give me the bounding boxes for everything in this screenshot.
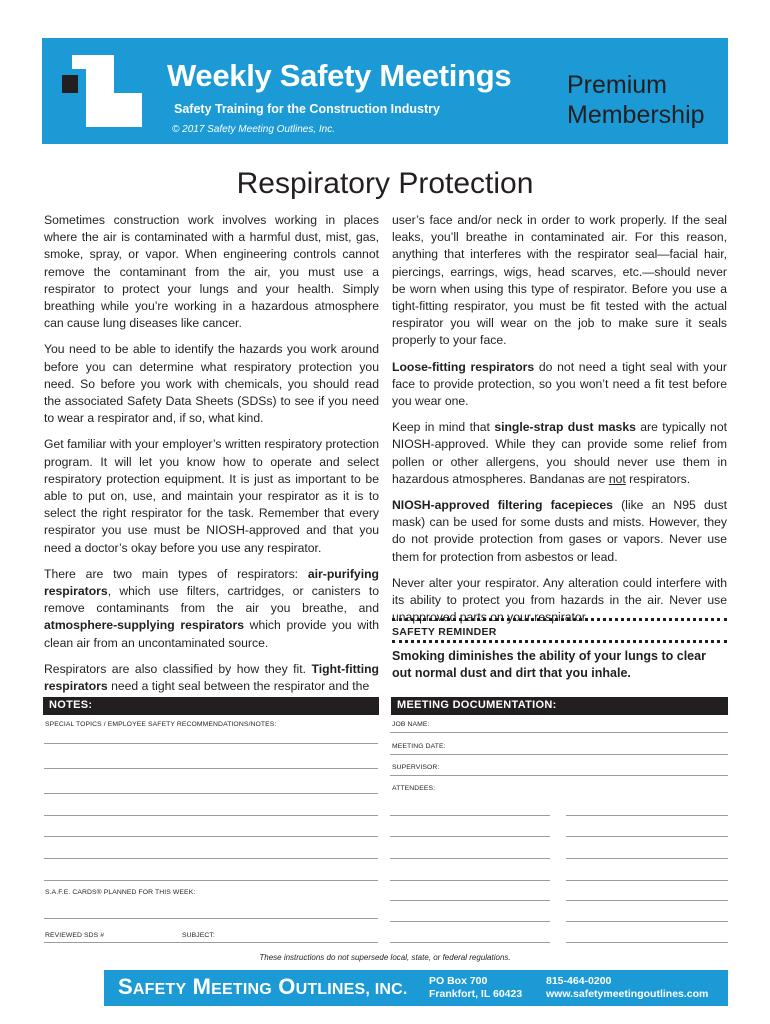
notes-heading: NOTES: <box>43 697 379 715</box>
paragraph: There are two main types of respirators: air-purifying respirators, which use filters, cartridges, or canisters to remove contaminants from the air you breathe, and atmosphere-supplying respirators which provide you with clean air from an uncontaminated source. <box>44 566 380 650</box>
footer-phone: 815-464-0200 <box>546 975 612 987</box>
attendee-line[interactable] <box>566 900 728 901</box>
attendees-label: ATTENDEES: <box>392 785 436 792</box>
attendee-line[interactable] <box>566 815 728 816</box>
banner-copyright: © 2017 Safety Meeting Outlines, Inc. <box>172 124 336 135</box>
special-topics-label: SPECIAL TOPICS / EMPLOYEE SAFETY RECOMMENDATIONS/NOTES: <box>45 721 277 728</box>
safety-reminder-label: SAFETY REMINDER <box>392 626 497 638</box>
attendee-line[interactable] <box>566 880 728 881</box>
job-name-line[interactable] <box>390 732 728 733</box>
dotted-divider <box>392 640 727 643</box>
footer-address <box>429 975 522 1001</box>
paragraph: NIOSH-approved filtering facepieces (like an N95 dust mask) can be used for some dusts and mists. However, they do not provide protection from gases or vapors. Never use them for protection from asbestos or lead. <box>392 498 727 564</box>
paragraph: Sometimes construction work involves working in places where the air is contaminated with a harmful dust, mist, gas, smoke, spray, or vapor. When engineering controls cannot remove the contaminant from the air, you must use a respirator to protect your lungs and your health. Simply breathing while you’re working in a hazardous atmosphere can cause lung diseases like cancer. <box>44 213 379 331</box>
right-column <box>392 212 727 635</box>
attendee-line[interactable] <box>390 921 550 922</box>
footer-contact <box>546 975 708 1001</box>
footer-website[interactable]: www.safetymeetingoutlines.com <box>546 988 709 1000</box>
meeting-date-label: MEETING DATE: <box>392 743 446 750</box>
premium-line-1: Premium <box>567 71 668 99</box>
left-column <box>44 212 379 704</box>
subject-label: SUBJECT: <box>182 932 215 939</box>
job-name-label: JOB NAME: <box>392 721 430 728</box>
attendee-line[interactable] <box>566 836 728 837</box>
paragraph: Loose-fitting respirators do not need a tight seal with your face to provide protection, so you won’t need a fit test before you wear one. <box>392 359 727 409</box>
attendee-line[interactable] <box>390 815 550 816</box>
attendee-line[interactable] <box>390 942 550 943</box>
notes-line[interactable] <box>44 743 378 744</box>
banner-subtitle: Safety Training for the Construction Industry <box>174 102 440 116</box>
notes-line[interactable] <box>44 793 378 794</box>
meeting-documentation-heading: MEETING DOCUMENTATION: <box>391 697 728 715</box>
paragraph: Keep in mind that single-strap dust masks are typically not NIOSH-approved. While they can provide some relief from pollen or other allergens, you should never use them in hazardous atmospheres. Bandanas are not respirators. <box>392 420 727 486</box>
company-logo <box>62 55 142 127</box>
notes-line[interactable] <box>44 880 378 881</box>
attendee-line[interactable] <box>390 900 550 901</box>
supervisor-label: SUPERVISOR: <box>392 764 440 771</box>
attendee-line[interactable] <box>566 921 728 922</box>
safe-cards-label: S.A.F.E. CARDS® PLANNED FOR THIS WEEK: <box>45 889 196 896</box>
premium-line-2: Membership <box>567 101 705 129</box>
safety-reminder-text: Smoking diminishes the ability of your lungs to clear out normal dust and dirt that you inhale. <box>392 649 706 680</box>
paragraph: Respirators are also classified by how they fit. Tight-fitting respirators need a tight seal between the respirator and the <box>44 661 379 694</box>
address-line-2: Frankfort, IL 60423 <box>429 988 523 1000</box>
footer-company-name: SAFETY MEETING OUTLINES, INC. <box>118 974 408 999</box>
dotted-divider <box>392 618 727 621</box>
notes-line[interactable] <box>44 768 378 769</box>
reviewed-sds-label: REVIEWED SDS # <box>45 932 105 939</box>
disclaimer: These instructions do not supersede local, state, or federal regulations. <box>259 953 511 962</box>
attendee-line[interactable] <box>566 942 728 943</box>
notes-line[interactable] <box>44 815 378 816</box>
meeting-date-line[interactable] <box>390 754 728 755</box>
premium-membership <box>567 70 705 130</box>
document-title: Respiratory Protection <box>236 167 534 200</box>
paragraph: Get familiar with your employer’s written respiratory protection program. It will let you know how to operate and select respiratory protection equipment. It is just as important to be able to put on, use, and maintain your respirator as it is to select the right respirator for the task. Remember that every respirator you use must be NIOSH-approved and that you need a doctor’s okay before you use any respirator. <box>44 437 379 555</box>
notes-line[interactable] <box>44 858 378 859</box>
paragraph: You need to be able to identify the hazards you work around before you can determine what respiratory protection you need. So before you work with chemicals, you should read the associated Safety Data Sheets (SDSs) to see if you need to wear a respirator and, if so, what kind. <box>44 342 379 426</box>
attendee-line[interactable] <box>390 858 550 859</box>
paragraph: Never alter your respirator. Any alteration could interfere with its ability to protect you from hazards in the air. Never use unapproved parts on your respirator. <box>392 575 727 625</box>
safe-cards-line[interactable] <box>44 918 378 919</box>
banner-title: Weekly Safety Meetings <box>167 58 512 93</box>
attendee-line[interactable] <box>390 836 550 837</box>
supervisor-line[interactable] <box>390 775 728 776</box>
attendee-line[interactable] <box>390 880 550 881</box>
address-line-1: PO Box 700 <box>429 975 488 987</box>
sds-line[interactable] <box>44 942 378 943</box>
attendee-line[interactable] <box>566 858 728 859</box>
notes-line[interactable] <box>44 836 378 837</box>
paragraph: user’s face and/or neck in order to work properly. If the seal leaks, you’ll breathe in contaminated air. For this reason, anything that interferes with the respirator seal—facial hair, piercings, earrings, wigs, head scarves, etc.—should never be worn when using this type of respirator. Before you use a tight-fitting respirator, you must be fit tested with the actual respirator you will wear on the job to make sure it seals properly to your face. <box>392 213 727 348</box>
